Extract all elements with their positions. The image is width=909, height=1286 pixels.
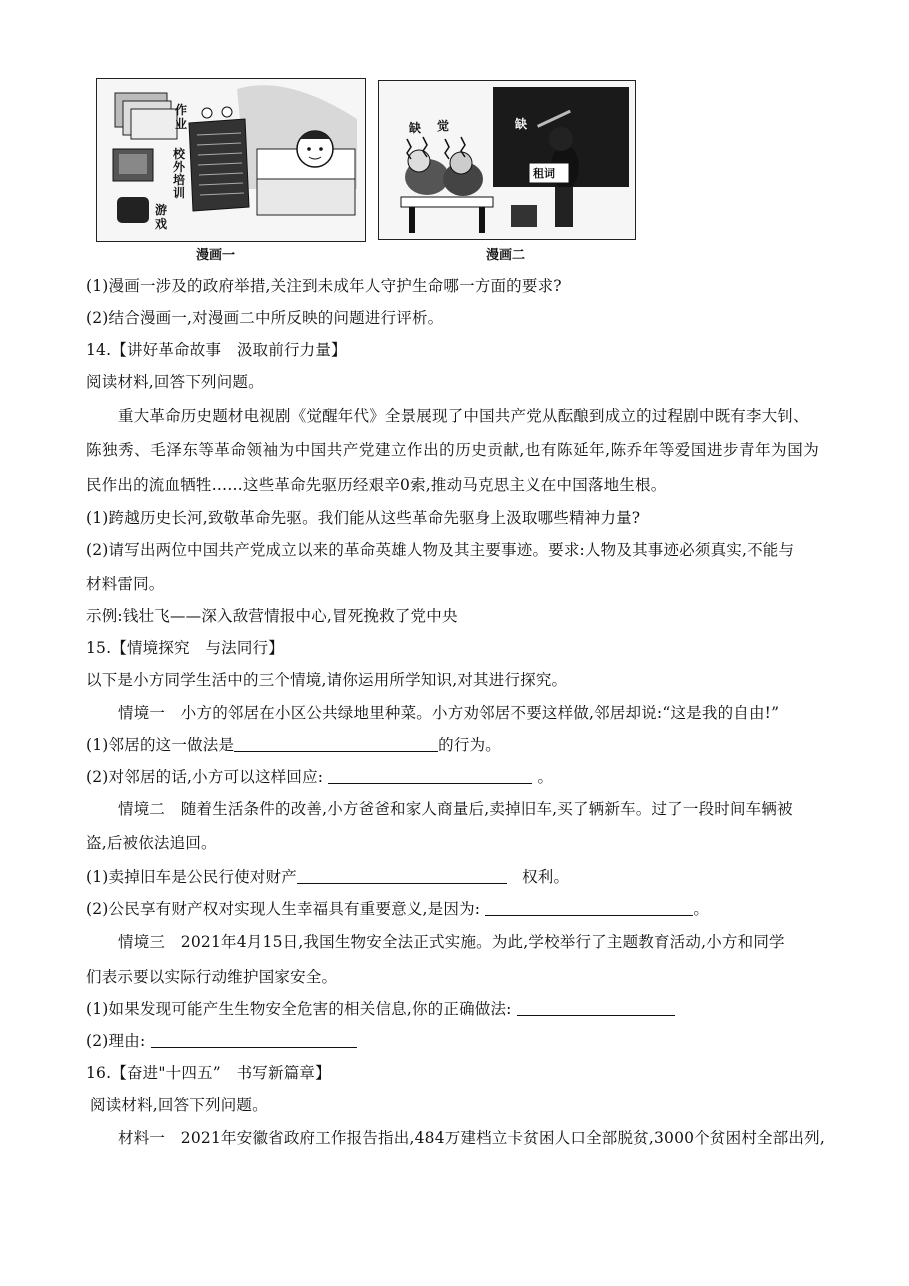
cartoon-2-label-zuci: 租词 [533,167,555,180]
q15-scene3-q2-prefix: (2)理由: [86,1032,146,1050]
q15-scene3-q2 [86,1031,357,1051]
q15-scene2-q2-blank[interactable] [485,899,693,916]
q15-scene3-q1-blank[interactable] [517,999,675,1016]
cartoon-2-image [378,80,636,240]
q15-scene1: 情境一 小方的邻居在小区公共绿地里种菜。小方劝邻居不要这样做,邻居却说:“这是我的自由!” [118,704,780,722]
q14-sub2-line1: (2)请写出两位中国共产党成立以来的革命英雄人物及其主要事迹。要求:人物及其事迹必须真实,不能与 [86,541,795,559]
cartoon-1-image [96,78,366,242]
q15-scene3-q1 [86,999,675,1019]
cartoon-1-label-ye: 业 [175,117,188,131]
cartoon-2-label-que1: 缺 [409,121,422,135]
q15-scene2-q1-prefix: (1)卖掉旧车是公民行使对财产 [86,868,297,886]
q15-scene1-q2-prefix: (2)对邻居的话,小方可以这样回应: [86,768,324,786]
q15-scene1-q2 [86,767,553,787]
q14-material-line2: 陈独秀、毛泽东等革命领袖为中国共产党建立作出的历史贡献,也有陈延年,陈乔年等爱国进步青年为国为 [86,441,819,459]
q15-intro: 以下是小方同学生活中的三个情境,请你运用所学知识,对其进行探究。 [86,671,568,689]
q14-material-line3: 民作出的流血牺牲……这些革命先驱历经艰辛0索,推动马克思主义在中国落地生根。 [86,476,667,494]
cartoon-1-label-wai: 外 [173,160,186,174]
q15-scene1-q1-blank[interactable] [234,735,438,752]
q14-material-line1: 重大革命历史题材电视剧《觉醒年代》全景展现了中国共产党从酝酿到成立的过程剧中既有李大钊、 [118,407,809,425]
cartoon-2-label-que2: 缺 [515,117,528,131]
q16-material1: 材料一 2021年安徽省政府工作报告指出,484万建档立卡贫困人口全部脱贫,3000个贫困村全部出列, [118,1129,825,1147]
cartoon-1-caption: 漫画一 [196,248,236,263]
cartoon-1-label-zuo: 作 [175,103,188,117]
q14-title: 14.【讲好革命故事 汲取前行力量】 [86,341,347,359]
q15-scene2-q1-blank[interactable] [297,867,507,884]
cartoon-1-drawing [97,79,365,241]
cartoon-2-drawing [379,81,635,239]
q15-scene3-q1-prefix: (1)如果发现可能产生生物安全危害的相关信息,你的正确做法: [86,1000,512,1018]
q15-scene3-q2-blank[interactable] [151,1031,357,1048]
q15-scene3-line2: 们表示要以实际行动维护国家安全。 [86,968,338,986]
q14-sub1: (1)跨越历史长河,致敬革命先驱。我们能从这些革命先驱身上汲取哪些精神力量? [86,509,641,527]
q15-scene1-q2-suffix: 。 [537,768,554,786]
q15-scene2-q1-suffix: 权利。 [522,868,570,886]
q15-scene2-q2-prefix: (2)公民享有财产权对实现人生幸福具有重要意义,是因为: [86,900,481,918]
q15-scene2-q2 [86,899,709,919]
cartoon-1-label-pei: 培 [173,173,186,187]
q13-sub2: (2)结合漫画一,对漫画二中所反映的问题进行评析。 [86,309,444,327]
q15-scene1-q1-prefix: (1)邻居的这一做法是 [86,736,235,754]
q16-title: 16.【奋进"十四五” 书写新篇章】 [86,1064,331,1082]
cartoon-1-label-xun: 训 [173,186,186,200]
q15-scene2-line1: 情境二 随着生活条件的改善,小方爸爸和家人商量后,卖掉旧车,买了辆新车。过了一段时间车辆被 [118,800,793,818]
cartoon-1-label-you: 游 [155,203,168,217]
cartoon-2-label-jue: 觉 [437,119,450,133]
q14-sub2-line2: 材料雷同。 [86,575,165,593]
q15-scene1-q1-suffix: 的行为。 [438,736,501,754]
q15-scene2-q1 [86,867,569,887]
q15-scene2-q2-suffix: 。 [693,900,710,918]
q16-intro: 阅读材料,回答下列问题。 [90,1096,268,1114]
q15-scene3-line1: 情境三 2021年4月15日,我国生物安全法正式实施。为此,学校举行了主题教育活动,小方和同学 [118,933,785,951]
q15-scene1-q2-blank[interactable] [328,767,532,784]
q15-scene1-q1 [86,735,501,755]
q15-title: 15.【情境探究 与法同行】 [86,639,284,657]
q13-sub1: (1)漫画一涉及的政府举措,关注到未成年人守护生命哪一方面的要求? [86,277,562,295]
cartoon-1-label-xiao: 校 [173,147,186,161]
cartoon-1-label-xi: 戏 [155,217,168,231]
cartoon-2-caption: 漫画二 [486,248,526,263]
q14-intro: 阅读材料,回答下列问题。 [86,373,264,391]
q15-scene2-line2: 盗,后被依法追回。 [86,834,217,852]
q14-example: 示例:钱壮飞——深入敌营情报中心,冒死挽救了党中央 [86,607,458,625]
